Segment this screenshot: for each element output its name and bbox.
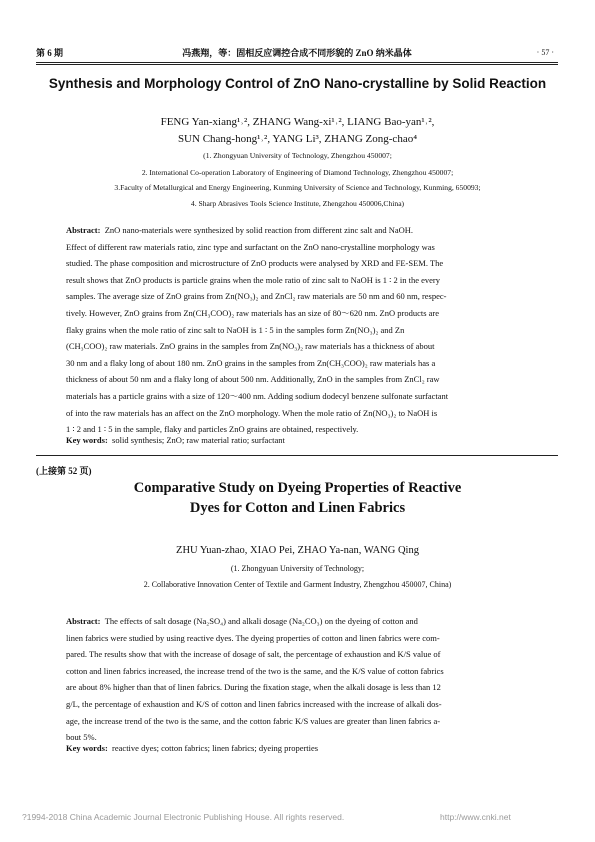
article1-keywords bbox=[66, 435, 285, 445]
abstract-line: cotton and linen fabrics increased, the increase trend of the two is the same, and the K/S value of cotton fabrics bbox=[66, 665, 444, 676]
running-header bbox=[36, 44, 558, 60]
abstract-line: The effects of salt dosage (Na₂SO₄) and alkali dosage (Na₂CO₃) on the dyeing of cotton and bbox=[104, 616, 418, 626]
abstract-line: tively. However, ZnO grains from Zn(CH₃COO)₂ raw materials has an size of 80～620 nm. ZnO products are bbox=[66, 307, 440, 318]
abstract-line: age, the increase trend of the two is the same, and the cotton fabric K/S values are greater than linen fabrics a- bbox=[66, 715, 441, 726]
continued-from-note: (上接第 52 页) bbox=[36, 466, 92, 476]
keywords-text: reactive dyes; cotton fabrics; linen fabrics; dyeing properties bbox=[112, 743, 319, 753]
article1-affiliation: 2. International Co-operation Laboratory of Engineering of Diamond Technology, Zhengzhou 450007; bbox=[141, 168, 454, 177]
abstract-line: pared. The results show that with the increase of dosage of salt, the percentage of exhaustion and K/S value of bbox=[66, 649, 441, 660]
article1-affiliation: (1. Zhongyuan University of Technology, Zhengzhou 450007; bbox=[203, 151, 392, 160]
article1-abstract bbox=[66, 222, 550, 438]
abstract-line: are about 8% higher than that of linen fabrics. During the fixation stage, when the alkali dosage is less than 12 bbox=[66, 682, 441, 693]
abstract-line: g/L, the percentage of exhaustion and K/S of cotton and linen fabrics increased with the increase of alkali dos- bbox=[66, 698, 442, 709]
abstract-line: thickness of about 50 nm and a flaky long of about 500 nm. Additionally, ZnO in the samples from ZnCl₂ raw bbox=[66, 374, 440, 385]
keywords-text: solid synthesis; ZnO; raw material ratio; surfactant bbox=[112, 435, 285, 445]
abstract-label: Abstract: bbox=[66, 616, 101, 626]
abstract-line: of into the raw materials has an affect on the ZnO morphology. When the mole ratio of Zn(NO₃)₂ to NaOH is bbox=[66, 407, 438, 418]
running-title: 冯燕翔，等：固相反应调控合成不同形貌的 ZnO 纳米晶体 bbox=[182, 48, 412, 58]
section-divider bbox=[36, 455, 558, 456]
article1-authors-line1: FENG Yan-xiang¹˒², ZHANG Wang-xi¹˒², LIANG Bao-yan¹˒², bbox=[160, 116, 435, 128]
article2-affiliation: (1. Zhongyuan University of Technology; bbox=[230, 564, 365, 573]
article2-title-line1: Comparative Study on Dyeing Properties of Reactive bbox=[133, 480, 462, 496]
keywords-label: Key words: bbox=[66, 435, 108, 445]
header-rule-thin bbox=[36, 64, 558, 65]
abstract-line: samples. The average size of ZnO grains from Zn(NO₃)₂ and ZnCl₂ raw materials are 50 nm and 60 nm, respec- bbox=[66, 291, 447, 302]
article1-affiliation: 3.Faculty of Metallurgical and Energy Engineering, Kunming University of Science and Technology, Kunming, 650093; bbox=[114, 183, 481, 192]
abstract-label: Abstract: bbox=[66, 225, 101, 235]
article1-affiliation: 4. Sharp Abrasives Tools Science Institute, Zhengzhou 450006,China) bbox=[190, 199, 405, 208]
article1-title: Synthesis and Morphology Control of ZnO Nano-crystalline by Solid Reaction bbox=[48, 76, 547, 91]
abstract-line: linen fabrics were studied by using reactive dyes. The dyeing properties of cotton and linen fabrics were com- bbox=[66, 632, 440, 643]
copyright-notice: ?1994-2018 China Academic Journal Electronic Publishing House. All rights reserved. bbox=[22, 812, 345, 822]
abstract-line: 1 ∶ 2 and 1 ∶ 5 in the sample, flaky and particles ZnO grains are obtained, respectively. bbox=[66, 424, 359, 435]
article2-affiliation: 2. Collaborative Innovation Center of Textile and Garment Industry, Zhengzhou 450007, China) bbox=[143, 580, 452, 589]
abstract-line: ZnO nano-materials were synthesized by solid reaction from different zinc salt and NaOH. bbox=[104, 225, 414, 235]
footer-url: http://www.cnki.net bbox=[440, 812, 511, 822]
page-number: · 57 · bbox=[536, 48, 554, 57]
abstract-line: Effect of different raw materials ratio, zinc type and surfactant on the ZnO nano-crystalline morphology was bbox=[66, 241, 435, 252]
article2-title-line2: Dyes for Cotton and Linen Fabrics bbox=[189, 500, 406, 516]
article2-authors: ZHU Yuan-zhao, XIAO Pei, ZHAO Ya-nan, WANG Qing bbox=[176, 545, 419, 556]
article2-keywords bbox=[66, 743, 318, 753]
header-rule bbox=[36, 62, 558, 63]
article2-abstract bbox=[66, 613, 550, 746]
abstract-line: studied. The phase composition and microstructure of ZnO products were analysed by XRD and FE-SEM. The bbox=[66, 258, 444, 269]
issue-number: 第 6 期 bbox=[36, 48, 64, 58]
abstract-line: 30 nm and a flaky long of about 180 nm. ZnO grains in the samples from Zn(CH₃COO)₂ raw materials has a bbox=[66, 357, 436, 368]
abstract-line: (CH₃COO)₂ raw materials. ZnO grains in the samples from Zn(NO₃)₂ raw materials has a thickness of about bbox=[66, 341, 435, 352]
keywords-label: Key words: bbox=[66, 743, 108, 753]
abstract-line: bout 5%. bbox=[66, 732, 97, 743]
abstract-line: result shows that ZnO products is particle grains when the mole ratio of zinc salt to NaOH is 1 ∶ 2 in the every bbox=[66, 274, 440, 285]
abstract-line: materials has a particle grains with a size of 120～400 nm. Adding sodium dodecyl benzene sulfonate surfactant bbox=[66, 390, 449, 401]
article1-authors-line2: SUN Chang-hong¹˒², YANG Li³, ZHANG Zong-chao⁴ bbox=[177, 133, 418, 145]
abstract-line: flaky grains when the mole ratio of zinc salt to NaOH is 1 ∶ 5 in the samples form Zn(NO₃)₂ and Zn bbox=[66, 324, 405, 335]
